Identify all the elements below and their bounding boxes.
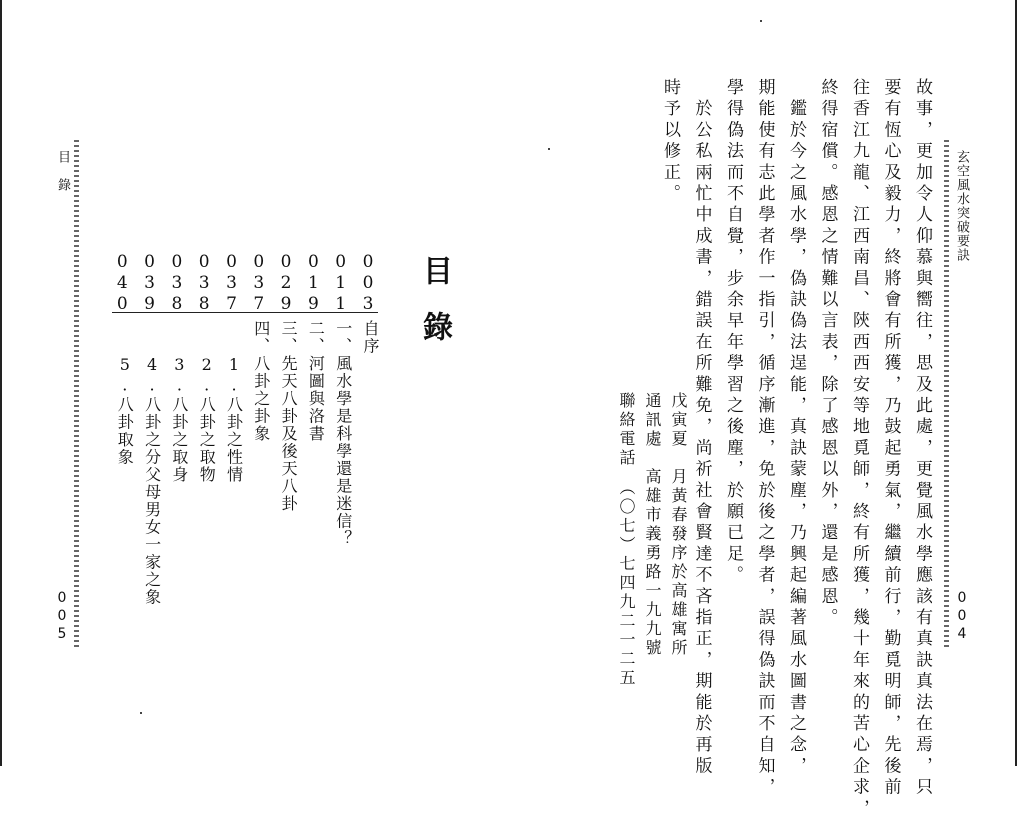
preface-column: 故事，更加令人仰慕與嚮往，思及此處，更覺風水學應該有真訣真法在焉，只 xyxy=(912,78,932,799)
left-page-number: 005 xyxy=(54,590,70,644)
toc-page-number: 003 xyxy=(358,252,378,315)
signature-line: 戊寅夏 月黃春發序於高雄寓所 xyxy=(669,392,688,658)
toc-page-number: 038 xyxy=(166,252,187,315)
toc-entry-title[interactable]: 自序 xyxy=(361,320,380,355)
toc-entry-title[interactable]: 1.八卦之性情 xyxy=(224,320,244,484)
left-running-head: 目 錄 xyxy=(55,150,70,192)
left-side-margin-rule xyxy=(74,140,94,650)
toc-page-number: 037 xyxy=(221,252,242,315)
right-running-head: 玄空風水突破要訣 xyxy=(954,150,969,262)
scan-speck xyxy=(548,148,550,150)
toc-entry-title[interactable]: 四、八卦之卦象 xyxy=(251,320,271,443)
preface-column: 鑑於今之風水學，偽訣偽法逞能，真訣蒙塵，乃興起編著風水圖書之念， xyxy=(786,78,806,778)
scan-speck xyxy=(760,20,762,22)
toc-page-number: 029 xyxy=(276,252,297,315)
page-edge-left xyxy=(0,0,2,766)
toc-entry-title[interactable]: 二、河圖與洛書 xyxy=(306,320,326,443)
toc-page-number: 039 xyxy=(139,252,160,315)
toc-entry-title[interactable]: 一、風水學是科學還是迷信？ xyxy=(333,320,353,548)
scan-speck xyxy=(140,712,142,714)
toc-title: 目錄 xyxy=(417,255,452,367)
preface-column: 要有恆心及毅力，終將會有所獲，乃鼓起勇氣，繼續前行，勤覓明師，先後前 xyxy=(880,78,901,799)
signature-line: 聯絡電話 （〇七）七四九二一二五 xyxy=(617,392,636,688)
toc-page-number: 038 xyxy=(194,252,215,315)
preface-column: 學得偽法而不自覺，步余早年學習之後塵，於願已足。 xyxy=(723,78,743,587)
toc-entry-title[interactable]: 5.八卦取象 xyxy=(115,320,135,466)
preface-column: 終得宿償。感恩之情難以言表，除了感恩以外，還是感恩。 xyxy=(817,78,838,630)
preface-column: 於公私兩忙中成書，錯誤在所難免，尚祈社會賢達不吝指正，期能於再版 xyxy=(691,78,712,778)
toc-entry-title[interactable]: 4.八卦之分父母男女一家之象 xyxy=(142,320,162,606)
toc-page-number: 011 xyxy=(330,252,351,315)
preface-column: 往香江九龍、江西南昌、陝西西安等地覓師，終有所獲，幾十年來的苦心企求， xyxy=(849,78,869,820)
toc-page-number: 040 xyxy=(112,252,133,315)
right-page-number: 004 xyxy=(954,590,970,644)
toc-entry-title[interactable]: 3.八卦之取身 xyxy=(169,320,189,484)
toc-entry-title[interactable]: 三、先天八卦及後天八卦 xyxy=(279,320,299,513)
toc-entry-title[interactable]: 2.八卦之取物 xyxy=(197,320,217,484)
preface-column: 時予以修正。 xyxy=(660,78,680,206)
toc-page-number: 019 xyxy=(303,252,324,315)
signature-line: 通訊處 高雄市義勇路一九九號 xyxy=(643,392,662,658)
preface-column: 期能使有志此學者作一指引，循序漸進，免於後之學者，誤得偽訣而不自知， xyxy=(754,78,775,799)
toc-page-number: 037 xyxy=(248,252,269,315)
